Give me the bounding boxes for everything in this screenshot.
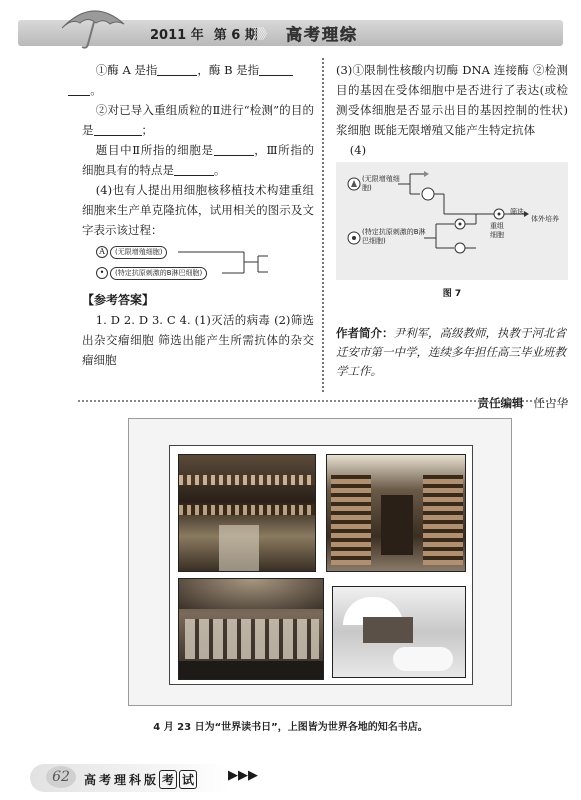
answer-heading: 【参考答案】 (82, 293, 155, 307)
footer-arrows: ▶▶▶ (228, 768, 258, 783)
author-text: 尹利军，高级教师，执教于河北省迁安市第一中学，连续多年担任高三毕业班教学工作。 (336, 326, 566, 378)
photo-frame (128, 418, 512, 706)
photo-caption: 4 月 23 日为“世界读书日”，上图皆为世界各地的知名书店。 (153, 722, 428, 733)
magazine-title: 高考理综 (286, 25, 359, 44)
q3-end: 。 (214, 163, 226, 177)
issue-number: 第 6 期 (213, 28, 258, 43)
question-diagram (82, 242, 314, 286)
issue-year: 2011 年 (150, 28, 204, 43)
footer-title-box-2: 试 (179, 770, 197, 789)
editor-label: 责任编辑 (477, 396, 524, 410)
figure-7 (336, 162, 568, 280)
issue-info (150, 24, 268, 43)
fig-culture-label: 体外培养 (531, 215, 559, 223)
left-column (82, 60, 314, 370)
q2-text: ②对已导入重组质粒的Ⅱ进行“检测”的目的是 (82, 103, 314, 137)
question-3 (82, 140, 314, 180)
q1-end: 。 (90, 83, 102, 97)
blank (157, 64, 197, 76)
bookstore-photo-3 (178, 578, 324, 680)
footer-title-main: 高考理科版 (84, 773, 160, 787)
bookstore-photo-4 (332, 586, 466, 678)
footer-title (84, 770, 197, 789)
fig-cell-2-label: (特定抗原刺激的B淋巴细胞) (362, 228, 426, 245)
photo-collage (169, 445, 473, 685)
q1-text: ①酶 A 是指 (95, 63, 158, 77)
q2-end: ； (141, 123, 153, 137)
fig-screen-label: 筛选 (510, 208, 524, 216)
question-1 (82, 60, 314, 100)
fig-recombined-label: 重组细胞 (490, 222, 504, 239)
editor-credit (336, 393, 568, 413)
cell-label-2: (特定抗原刺激的B淋巴细胞) (110, 267, 207, 280)
footer-title-box-1: 考 (159, 770, 177, 789)
fig-cell-1-label: (无限增殖细胞) (362, 175, 400, 192)
cell-b-icon: • (96, 267, 108, 279)
author-label: 作者简介： (336, 326, 394, 340)
answer-text: 1. D 2. D 3. C 4. (1)灭活的病毒 (2)筛选出杂交瘤细胞 筛选出能产生所需抗体的杂交瘤细胞 (82, 313, 314, 367)
blank (214, 144, 254, 156)
bookstore-photo-1 (178, 454, 316, 572)
question-2 (82, 100, 314, 140)
page-number: 62 (46, 766, 76, 788)
editor-name: 任占华 (533, 396, 568, 410)
header-arrows: 》》》 (252, 27, 271, 43)
answer-3: (3)①限制性核酸内切酶 DNA 连接酶 ②检测目的基因在受体细胞中是否进行了表达(或检测受体细胞是否显示出目的基因控制的性状) 浆细胞 既能无限增殖又能产生特定抗体 (336, 63, 568, 137)
blank (259, 64, 293, 76)
question-4: (4)也有人提出用细胞核移植技术构建重组细胞来生产单克隆抗体，试用相关的图示及文字表示该过程： (82, 183, 314, 237)
author-bio (336, 324, 568, 381)
cell-a-icon: A (96, 246, 108, 258)
bookstore-photo-2 (326, 454, 466, 572)
figure-caption: 图 7 (442, 289, 462, 299)
blank (68, 84, 90, 96)
section-separator (78, 400, 568, 402)
answer-4: (4) (349, 143, 367, 157)
umbrella-icon (58, 2, 128, 50)
diagram-lines (82, 242, 314, 286)
column-divider (322, 58, 328, 392)
q1b-text: ，酶 B 是指 (197, 63, 260, 77)
q3-text: 题目中Ⅱ所指的细胞是 (95, 143, 214, 157)
right-column (336, 60, 568, 413)
page-footer (30, 764, 330, 794)
blank (174, 164, 214, 176)
page-header (0, 0, 581, 52)
blank (94, 124, 142, 136)
cell-label-1: (无限增殖细胞) (110, 246, 167, 259)
q3b-text: ，Ⅲ所指的细胞具有的特点是 (82, 143, 314, 177)
